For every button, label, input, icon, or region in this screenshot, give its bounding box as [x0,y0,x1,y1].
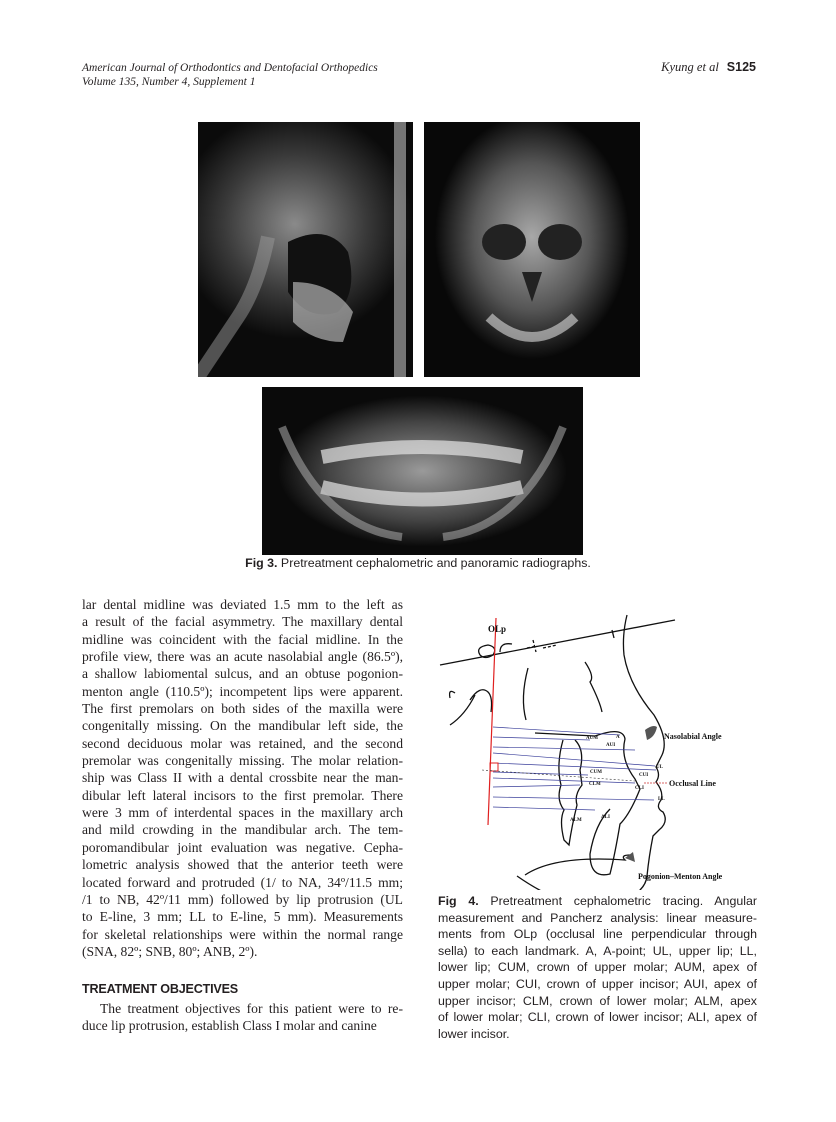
section-heading: TREATMENT OBJECTIVES [82,982,238,996]
authors: Kyung et al [661,60,719,74]
text-line: were 3 mm of interdental spaces in the maxillary arch [82,805,403,821]
fig3-label: Fig 3. [245,556,278,570]
text-line: measurement and Pancherz analysis: linear measure- [438,910,757,925]
text-line: lower lip; CUM, crown of upper molar; AUM, apex of [438,960,757,975]
label-ul: UL [656,765,663,770]
journal-title: American Journal of Orthodontics and Dentofacial Orthopedics [82,62,378,74]
text-line: of lower molar; CLI, crown of lower incisor; ALI, apex of [438,1010,757,1025]
body-paragraph-1 [82,596,403,960]
text-line: lar dental midline was deviated 1.5 mm to the left as [82,597,403,612]
panoramic-drawing [262,387,583,555]
text-line: to E-line, 3 mm; LL to E-line, 5 mm). Measurements [82,909,403,925]
text-line: ship was Class II with a dental crossbite near the man- [82,770,403,786]
text-line: midline was coincident with the facial midline. In the [82,631,403,647]
label-cui: CUI [639,773,649,778]
right-angle-marker [490,763,498,771]
journal-volume: Volume 135, Number 4, Supplement 1 [82,76,256,88]
panoramic-radiograph [262,387,583,555]
text-line: second deciduous molar was retained, and the second [82,735,403,751]
text-line: a result of the facial asymmetry. The maxillary dental [82,614,403,630]
text-line: upper incisor; CLM, crown of lower molar; ALM, apex [438,993,757,1008]
text-line: congenitally missing. On the mandibular left side, the [82,718,403,734]
text-line: upper molar; CUI, crown of upper incisor; AUI, apex of [438,976,757,991]
tracing-outline [440,615,675,890]
text-line: located forward and protruded (1/ to NA, 34º/11.5 mm; [82,874,403,890]
pancherz-measure-lines [493,727,656,810]
lateral-ceph-drawing [198,122,413,377]
text-line: The first premolars on both sides of the maxilla were [82,701,403,717]
nasolabial-angle-mark [645,726,657,740]
text-line: ments from OLp (occlusal line perpendicular through [438,927,757,942]
text-line: dibular left lateral incisors to the first premolar. There [82,787,403,803]
label-cli: CLI [635,786,644,791]
label-olp: OLp [488,624,507,634]
label-clm: CLM [589,782,601,787]
label-cum: CUM [590,770,602,775]
text-line: and mild crowding in the mandibular arch. The tem- [82,822,403,838]
label-aum: AUM [586,736,598,741]
text-line: The treatment objectives for this patient were to re- [100,1001,403,1016]
text-line: lometric analysis showed that the anterior teeth were [82,857,403,873]
label-occlusal-line: Occlusal Line [669,779,716,788]
label-nasolabial-angle: Nasolabial Angle [664,732,722,741]
text-line: (SNA, 82º; SNB, 80º; ANB, 2º). [82,943,258,959]
text-line: premolar was congenitally missing. The molar relation- [82,753,403,769]
fig4-label: Fig 4. [438,894,479,908]
frontal-cephalogram [424,122,640,377]
text-line: poromandibular joint evaluation was negative. Cepha- [82,839,403,855]
page-number: S125 [726,60,756,74]
label-ll: LL [658,797,665,802]
text-line: for skeletal relationships were within the normal range [82,926,403,942]
frontal-ceph-drawing [424,122,640,377]
text-line: profile view, there was an acute nasolabial angle (86.5º), [82,649,403,665]
text-line: duce lip protrusion, establish Class I molar and canine [82,1018,377,1034]
cephalometric-tracing [430,600,770,890]
label-alm: ALM [570,818,582,823]
text-line: sella) to each landmark. A, A-point; UL, upper lip; LL, [438,943,757,958]
label-a: A [616,735,620,740]
pogonion-menton-angle-mark [625,852,635,862]
running-header-left [82,61,378,89]
text-line: lower incisor. [438,1026,510,1041]
running-header-right [661,60,756,75]
label-pogonion-menton-angle: Pogonion–Menton Angle [638,872,723,881]
label-ali: ALI [601,815,610,820]
fig3-caption-text: Pretreatment cephalometric and panoramic radiographs. [277,556,591,570]
olp-line [488,618,496,825]
text-line: /1 to NB, 42º/11 mm) followed by lip protrusion (UL [82,891,403,907]
text-line: a shallow labiomental sulcus, and an obtuse pogonion- [82,666,403,682]
lateral-cephalogram [198,122,413,377]
text-line: menton angle (110.5º); incompetent lips were apparent. [82,683,403,699]
fig3-caption [0,556,836,570]
body-paragraph-2 [82,1000,403,1035]
label-aui: AUI [606,743,616,748]
text-line: Fig 4. Pretreatment cephalometric tracing. Angular [438,894,757,908]
fig4-caption [438,893,757,1042]
